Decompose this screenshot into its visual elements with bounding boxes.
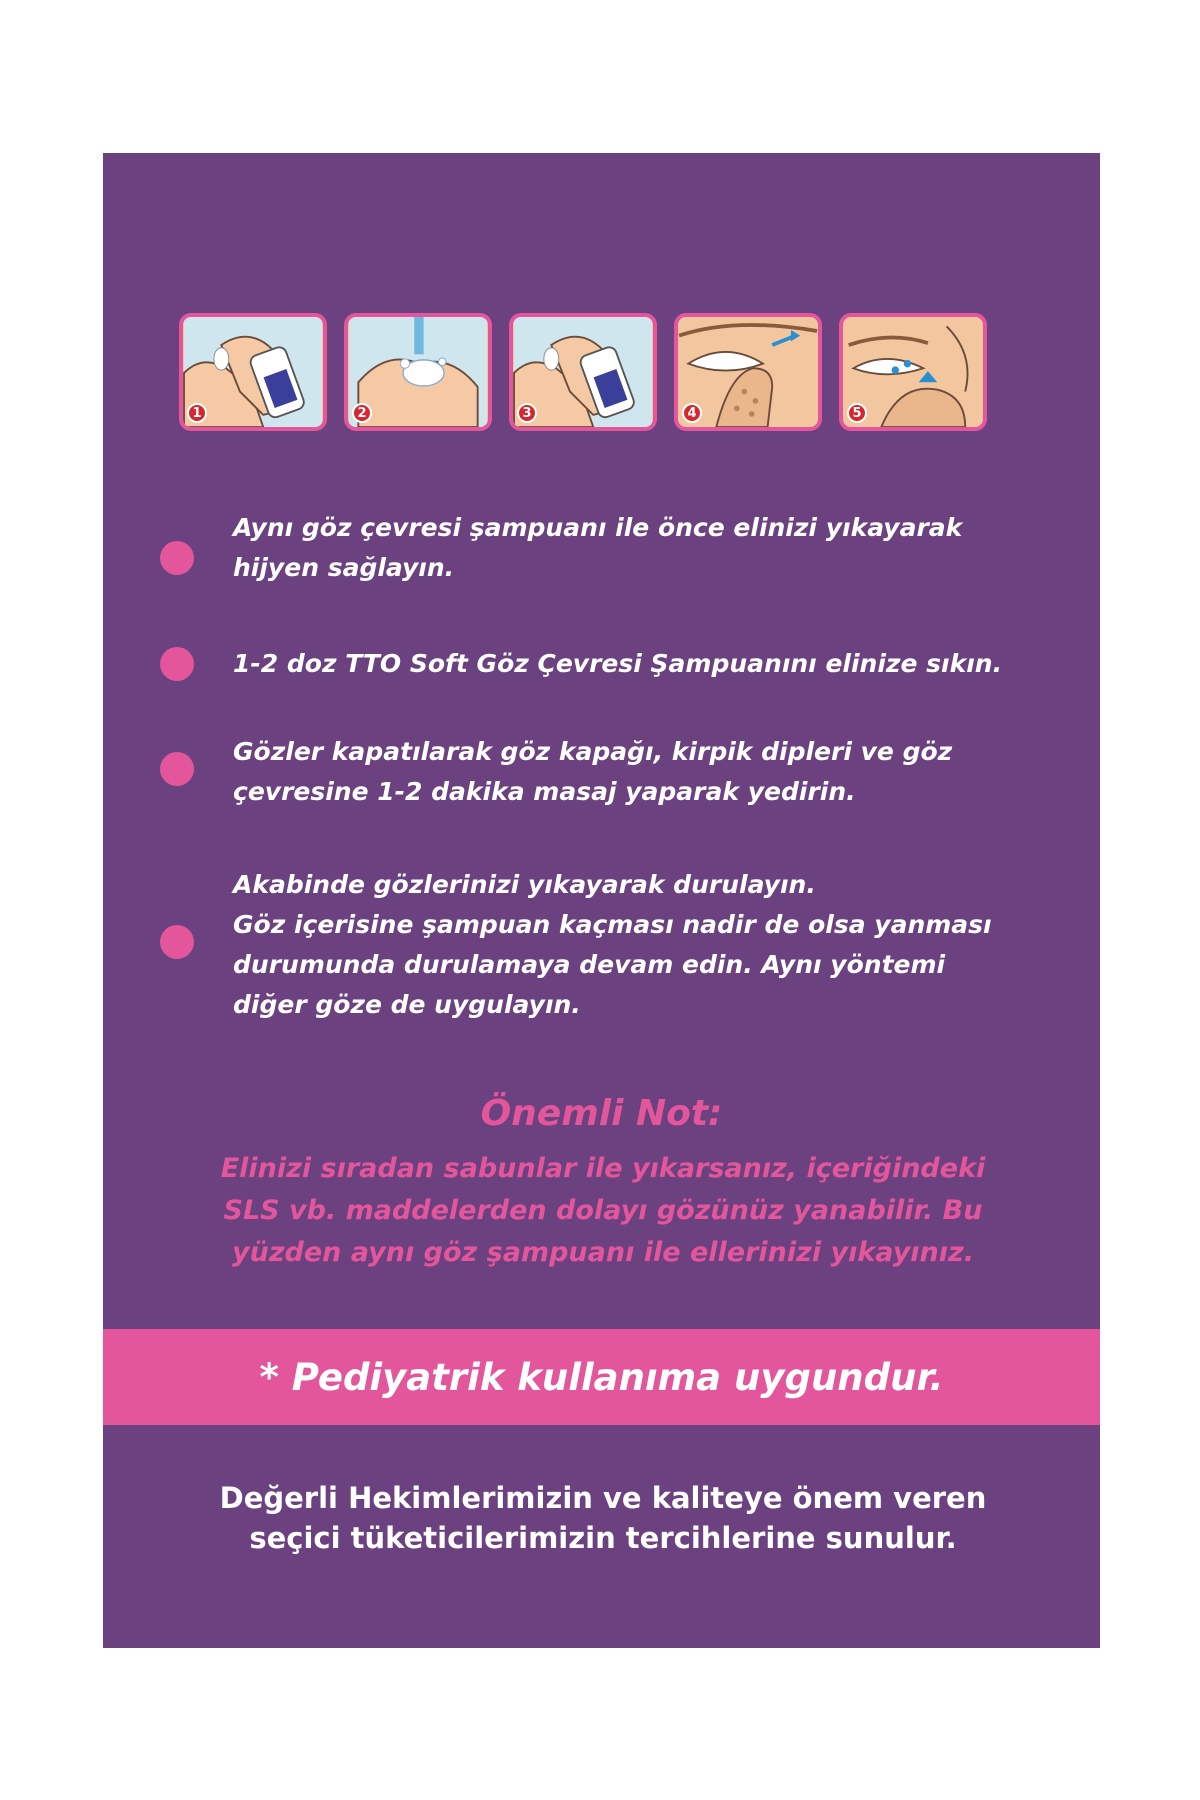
pediatric-band-text: * Pediyatrik kullanıma uygundur. <box>259 1355 944 1399</box>
step-number-badge: 3 <box>517 403 537 423</box>
instruction-1: Aynı göz çevresi şampuanı ile önce elinizi yıkayarak hijyen sağlayın. <box>233 513 963 582</box>
step-number-badge: 1 <box>187 403 207 423</box>
step-2-image <box>344 313 492 431</box>
instruction-3: Gözler kapatılarak göz kapağı, kirpik dipleri ve göz çevresine 1-2 dakika masaj yaparak yedirin. <box>233 737 953 806</box>
step-5-image <box>839 313 987 431</box>
bullet-dot <box>160 925 194 959</box>
important-note-body: Elinizi sıradan sabunlar ile yıkarsanız, içeriğindeki SLS vb. maddelerden dolayı gözünüz yanabilir. Bu yüzden aynı göz şampuanı ile ellerinizi yıkayınız. <box>220 1153 986 1268</box>
step-3-image <box>509 313 657 431</box>
bullet-dot <box>160 541 194 575</box>
bullet-dot <box>160 752 194 786</box>
step-number-badge: 4 <box>682 403 702 423</box>
pediatric-band <box>103 1329 1100 1425</box>
step-number-badge: 2 <box>352 403 372 423</box>
instruction-4: Akabinde gözlerinizi yıkayarak durulayın. Göz içerisine şampuan kaçması nadir de olsa yanması durumunda durulamaya devam edin. Aynı yöntemi diğer göze de uygulayın. <box>233 870 992 1019</box>
step-number-badge: 5 <box>847 403 867 423</box>
instruction-card <box>103 153 1100 1648</box>
footer-text: Değerli Hekimlerimizin ve kaliteye önem veren seçici tüketicilerimizin tercihlerine sunulur. <box>219 1481 987 1555</box>
important-note-title: Önemli Not: <box>480 1093 723 1134</box>
bullet-dot <box>160 647 194 681</box>
instruction-2: 1-2 doz TTO Soft Göz Çevresi Şampuanını elinize sıkın. <box>233 649 1003 678</box>
step-1-image <box>179 313 327 431</box>
step-4-image <box>674 313 822 431</box>
